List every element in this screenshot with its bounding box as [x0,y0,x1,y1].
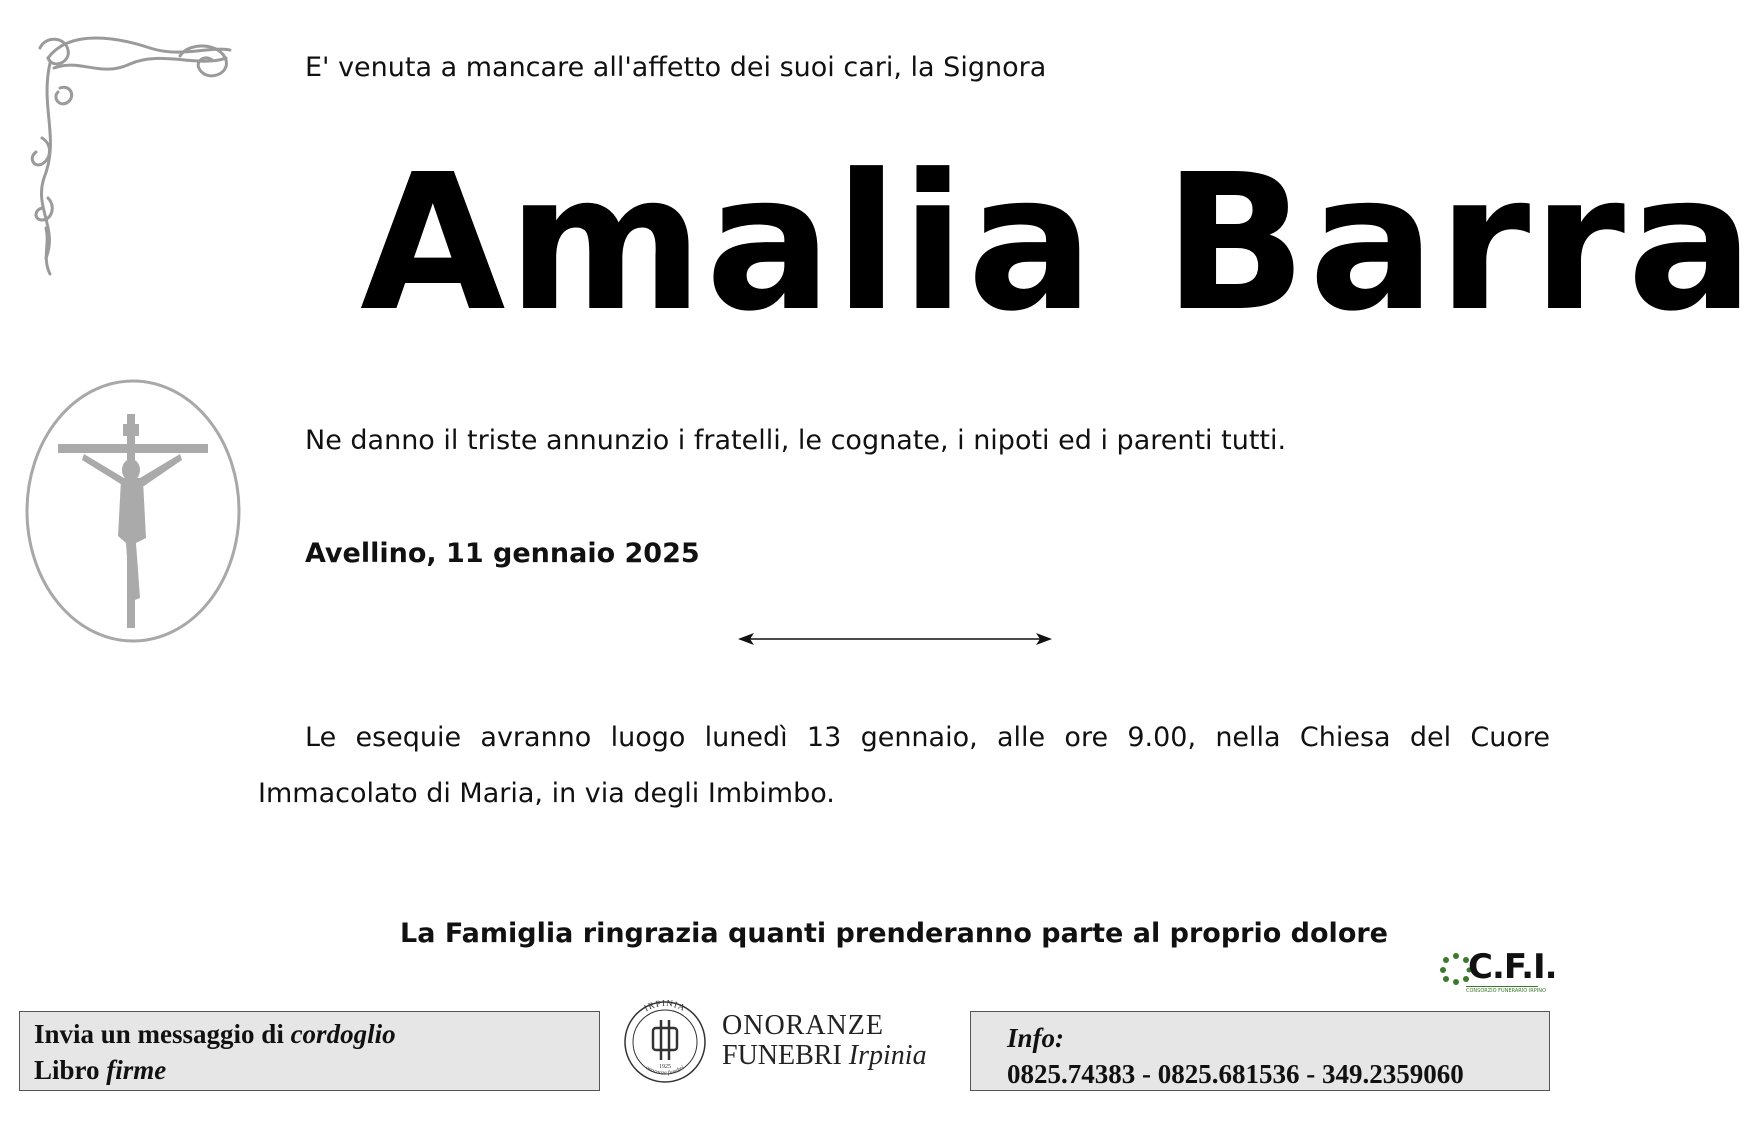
cfi-mark: C.F.I. [1468,947,1557,987]
brand-line-2-emphasis: Irpinia [848,1040,927,1071]
announcement-text: Ne danno il triste annunzio i fratelli, le cognate, i nipoti ed i parenti tutti. [305,425,1287,456]
place-date: Avellino, 11 gennaio 2025 [305,538,700,569]
condolence-link[interactable] [34,1016,585,1052]
svg-text:IRPINIA [642,998,687,1013]
seal-year: 1925 [659,1064,671,1070]
funeral-home-seal-icon [615,990,715,1086]
deceased-name: Amalia Barra [360,134,1756,353]
funeral-details: Le esequie avranno luogo lunedì 13 gennaio, alle ore 9.00, nella Chiesa del Cuore Immacolato di Maria, in via degli Imbimbo. [258,722,1550,809]
family-thanks: La Famiglia ringrazia quanti prenderanno parte al proprio dolore [400,918,1388,949]
condolence-emphasis: cordoglio [290,1019,396,1049]
intro-text: E' venuta a mancare all'affetto dei suoi cari, la Signora [305,52,1047,83]
double-arrow-divider-icon [736,630,1054,648]
seal-bottom-text: onoranze funebri [644,1065,686,1077]
crucifix-icon [24,378,242,644]
guestbook-link[interactable] [34,1052,585,1088]
brand-line-2-prefix: FUNEBRI [722,1040,849,1071]
guestbook-emphasis: firme [106,1055,167,1085]
condolence-box[interactable] [19,1011,600,1091]
condolence-prefix: Invia un messaggio di [34,1019,291,1049]
seal-top-text: IRPINIA [642,997,688,1014]
info-phones[interactable]: 0825.74383 - 0825.681536 - 349.2359060 [1007,1059,1464,1089]
cfi-subtitle: CONSORZIO FUNERARIO IRPINO [1466,988,1546,994]
corner-ornament-icon [30,28,250,288]
info-box [970,1011,1550,1091]
cfi-logo [1440,947,1557,996]
guestbook-prefix: Libro [34,1055,107,1085]
brand-line-1: ONORANZE [722,1010,884,1041]
brand-line-2 [722,1040,927,1072]
info-label: Info: [1007,1023,1065,1053]
